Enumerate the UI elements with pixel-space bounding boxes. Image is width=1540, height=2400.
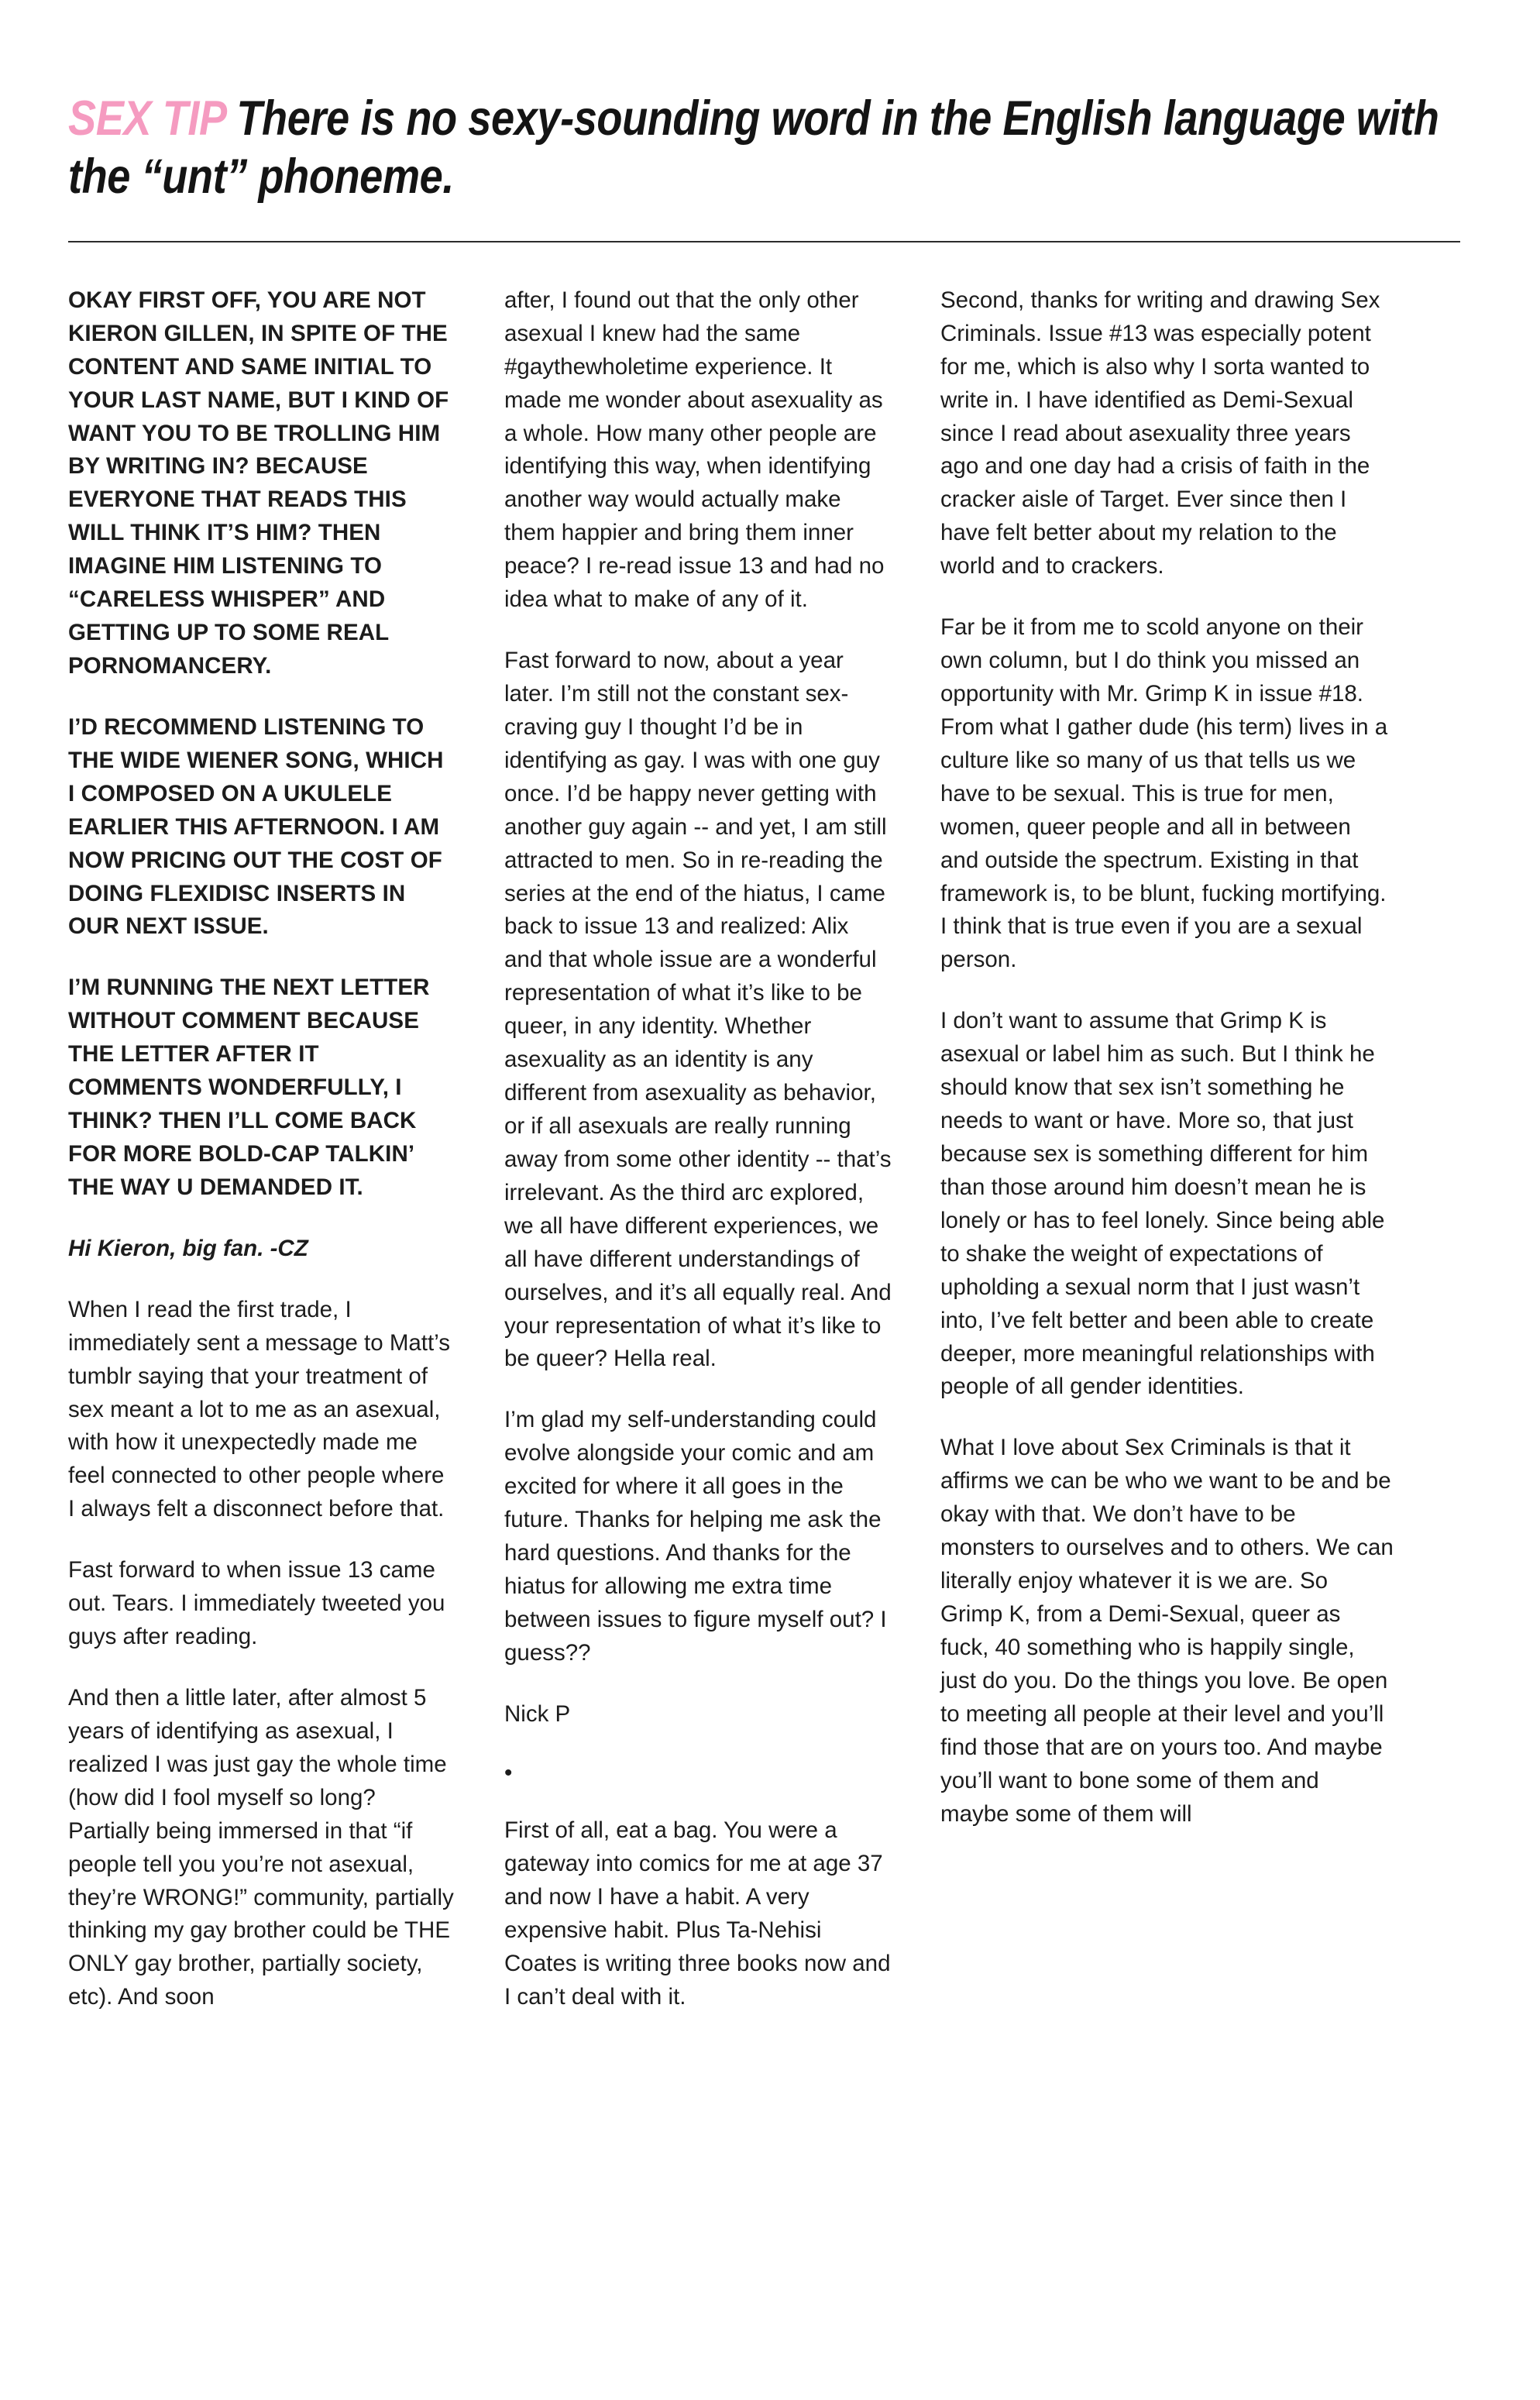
letter-signature: Hi Kieron, big fan. -CZ [68,1235,308,1261]
letter-paragraph: When I read the first trade, I immediately sent a message to Matt’s tumblr saying that your treatment of sex meant a lot to me as an asexual, with how it unexpectedly made me feel connected to other people where I always felt a disconnect before that. [68,1296,450,1522]
column-1 [68,284,504,2014]
header-divider [68,241,1460,242]
letter-paragraph: First of all, eat a bag. You were a gateway into comics for me at age 37 and now I have a habit. A very expensive habit. Plus Ta-Nehisi Coates is writing three books now and I can’t deal with it. [504,1817,891,2010]
letter-paragraph: I’m glad my self-understanding could evolve alongside your comic and am excited for where it all goes in the future. Thanks for helping me ask the hard questions. And thanks for the hiatus for allowing me extra time between issues to figure myself out? I guess?? [504,1407,887,1666]
letter-paragraph: Fast forward to when issue 13 came out. Tears. I immediately tweeted you guys after reading. [68,1557,445,1650]
letter-paragraph: What I love about Sex Criminals is that it affirms we can be who we want to be and be okay with that. We don’t have to be monsters to ourselves and to others. We can literally enjoy whatever it is we are. So Grimp K, from a Demi-Sexual, queer as fuck, 40 something who is happily single, just do you. Do the things you love. Be open to meeting all people at their level and you’ll find those that are on yours too. And maybe you’ll want to bone some of them and maybe some of them will [940,1435,1394,1827]
letter-paragraph: Fast forward to now, about a year later. I’m still not the constant sex-craving guy I thought I’d be in identifying as gay. I was with one guy once. I’d be happy never getting with another guy again -- and yet, I am still attracted to men. So in re-reading the series at the end of the hiatus, I came back to issue 13 and realized: Alix and that whole issue are a wonderful representation of what it’s like to be queer, in any identity. Whether asexuality as an identity is any different from asexuality as behavior, or if all asexuals are really running away from some other identity -- that’s irrelevant. As the third arc explored, we all have different experiences, we all have different understandings of ourselves, and it’s all equally real. And your representation of what it’s like to be queer? Hella real. [504,648,892,1372]
letters-columns [68,284,1472,2014]
letter-paragraph: And then a little later, after almost 5 years of identifying as asexual, I realized I was just gay the whole time (how did I fool myself so long? Partially being immersed in that “if people tell you you’re not asexual, they’re WRONG!” community, partially thinking my gay brother could be THE ONLY gay brother, partially society, etc). And soon [68,1684,454,2010]
page-headline [68,33,1469,205]
letter-paragraph: OKAY FIRST OFF, YOU ARE NOT KIERON GILLEN, IN SPITE OF THE CONTENT AND SAME INITIAL TO YOUR LAST NAME, BUT I KIND OF WANT YOU TO BE TROLLING HIM BY WRITING IN? BECAUSE EVERYONE THAT READS THIS WILL THINK IT’S HIM? THEN IMAGINE HIM LISTENING TO “CARELESS WHISPER” AND GETTING UP TO SOME REAL PORNOMANCERY. [68,287,449,679]
letter-separator-bullet: • [504,1759,513,1786]
letter-paragraph: Nick P [504,1700,571,1727]
letter-paragraph: after, I found out that the only other asexual I knew had the same #gaythewholetime experience. It made me wonder about asexuality as a whole. How many other people are identifying this way, when identifying another way would actually make them happier and bring them inner peace? I re-read issue 13 and had no idea what to make of any of it. [504,287,885,613]
sex-tip-label: SEX TIP [68,91,225,146]
letters-page [0,33,1540,2400]
column-2 [504,284,940,2014]
letter-paragraph: I don’t want to assume that Grimp K is asexual or label him as such. But I think he should know that sex isn’t something he needs to want or have. More so, that just because sex is something different for him than those around him doesn’t mean he is lonely or has to feel lonely. Since being able to shake the weight of expectations of upholding a sexual norm that I just wasn’t into, I’ve felt better and been able to create deeper, more meaningful relationships with people of all gender identities. [940,1008,1385,1400]
letter-paragraph: Second, thanks for writing and drawing Sex Criminals. Issue #13 was especially potent for me, which is also why I sorta wanted to write in. I have identified as Demi-Sexual since I read about asexuality three years ago and one day had a crisis of faith in the cracker aisle of Target. Ever since then I have felt better about my relation to the world and to crackers. [940,287,1380,579]
column-3 [940,284,1394,2014]
letter-paragraph: Far be it from me to scold anyone on their own column, but I do think you missed an opportunity with Mr. Grimp K in issue #18. From what I gather dude (his term) lives in a culture like so many of us that tells us we have to be sexual. This is true for men, women, queer people and all in between and outside the spectrum. Existing in that framework is, to be blunt, fucking mortifying. I think that is true even if you are a sexual person. [940,614,1388,973]
sex-tip-text: There is no sexy-sounding word in the English language with the “unt” phoneme. [68,91,1439,204]
letter-paragraph: I’M RUNNING THE NEXT LETTER WITHOUT COMMENT BECAUSE THE LETTER AFTER IT COMMENTS WONDERFULLY, I THINK? THEN I’LL COME BACK FOR MORE BOLD-CAP TALKIN’ THE WAY U DEMANDED IT. [68,975,430,1200]
letter-paragraph: I’D RECOMMEND LISTENING TO THE WIDE WIENER SONG, WHICH I COMPOSED ON A UKULELE EARLIER THIS AFTERNOON. I AM NOW PRICING OUT THE COST OF DOING FLEXIDISC INSERTS IN OUR NEXT ISSUE. [68,713,444,940]
